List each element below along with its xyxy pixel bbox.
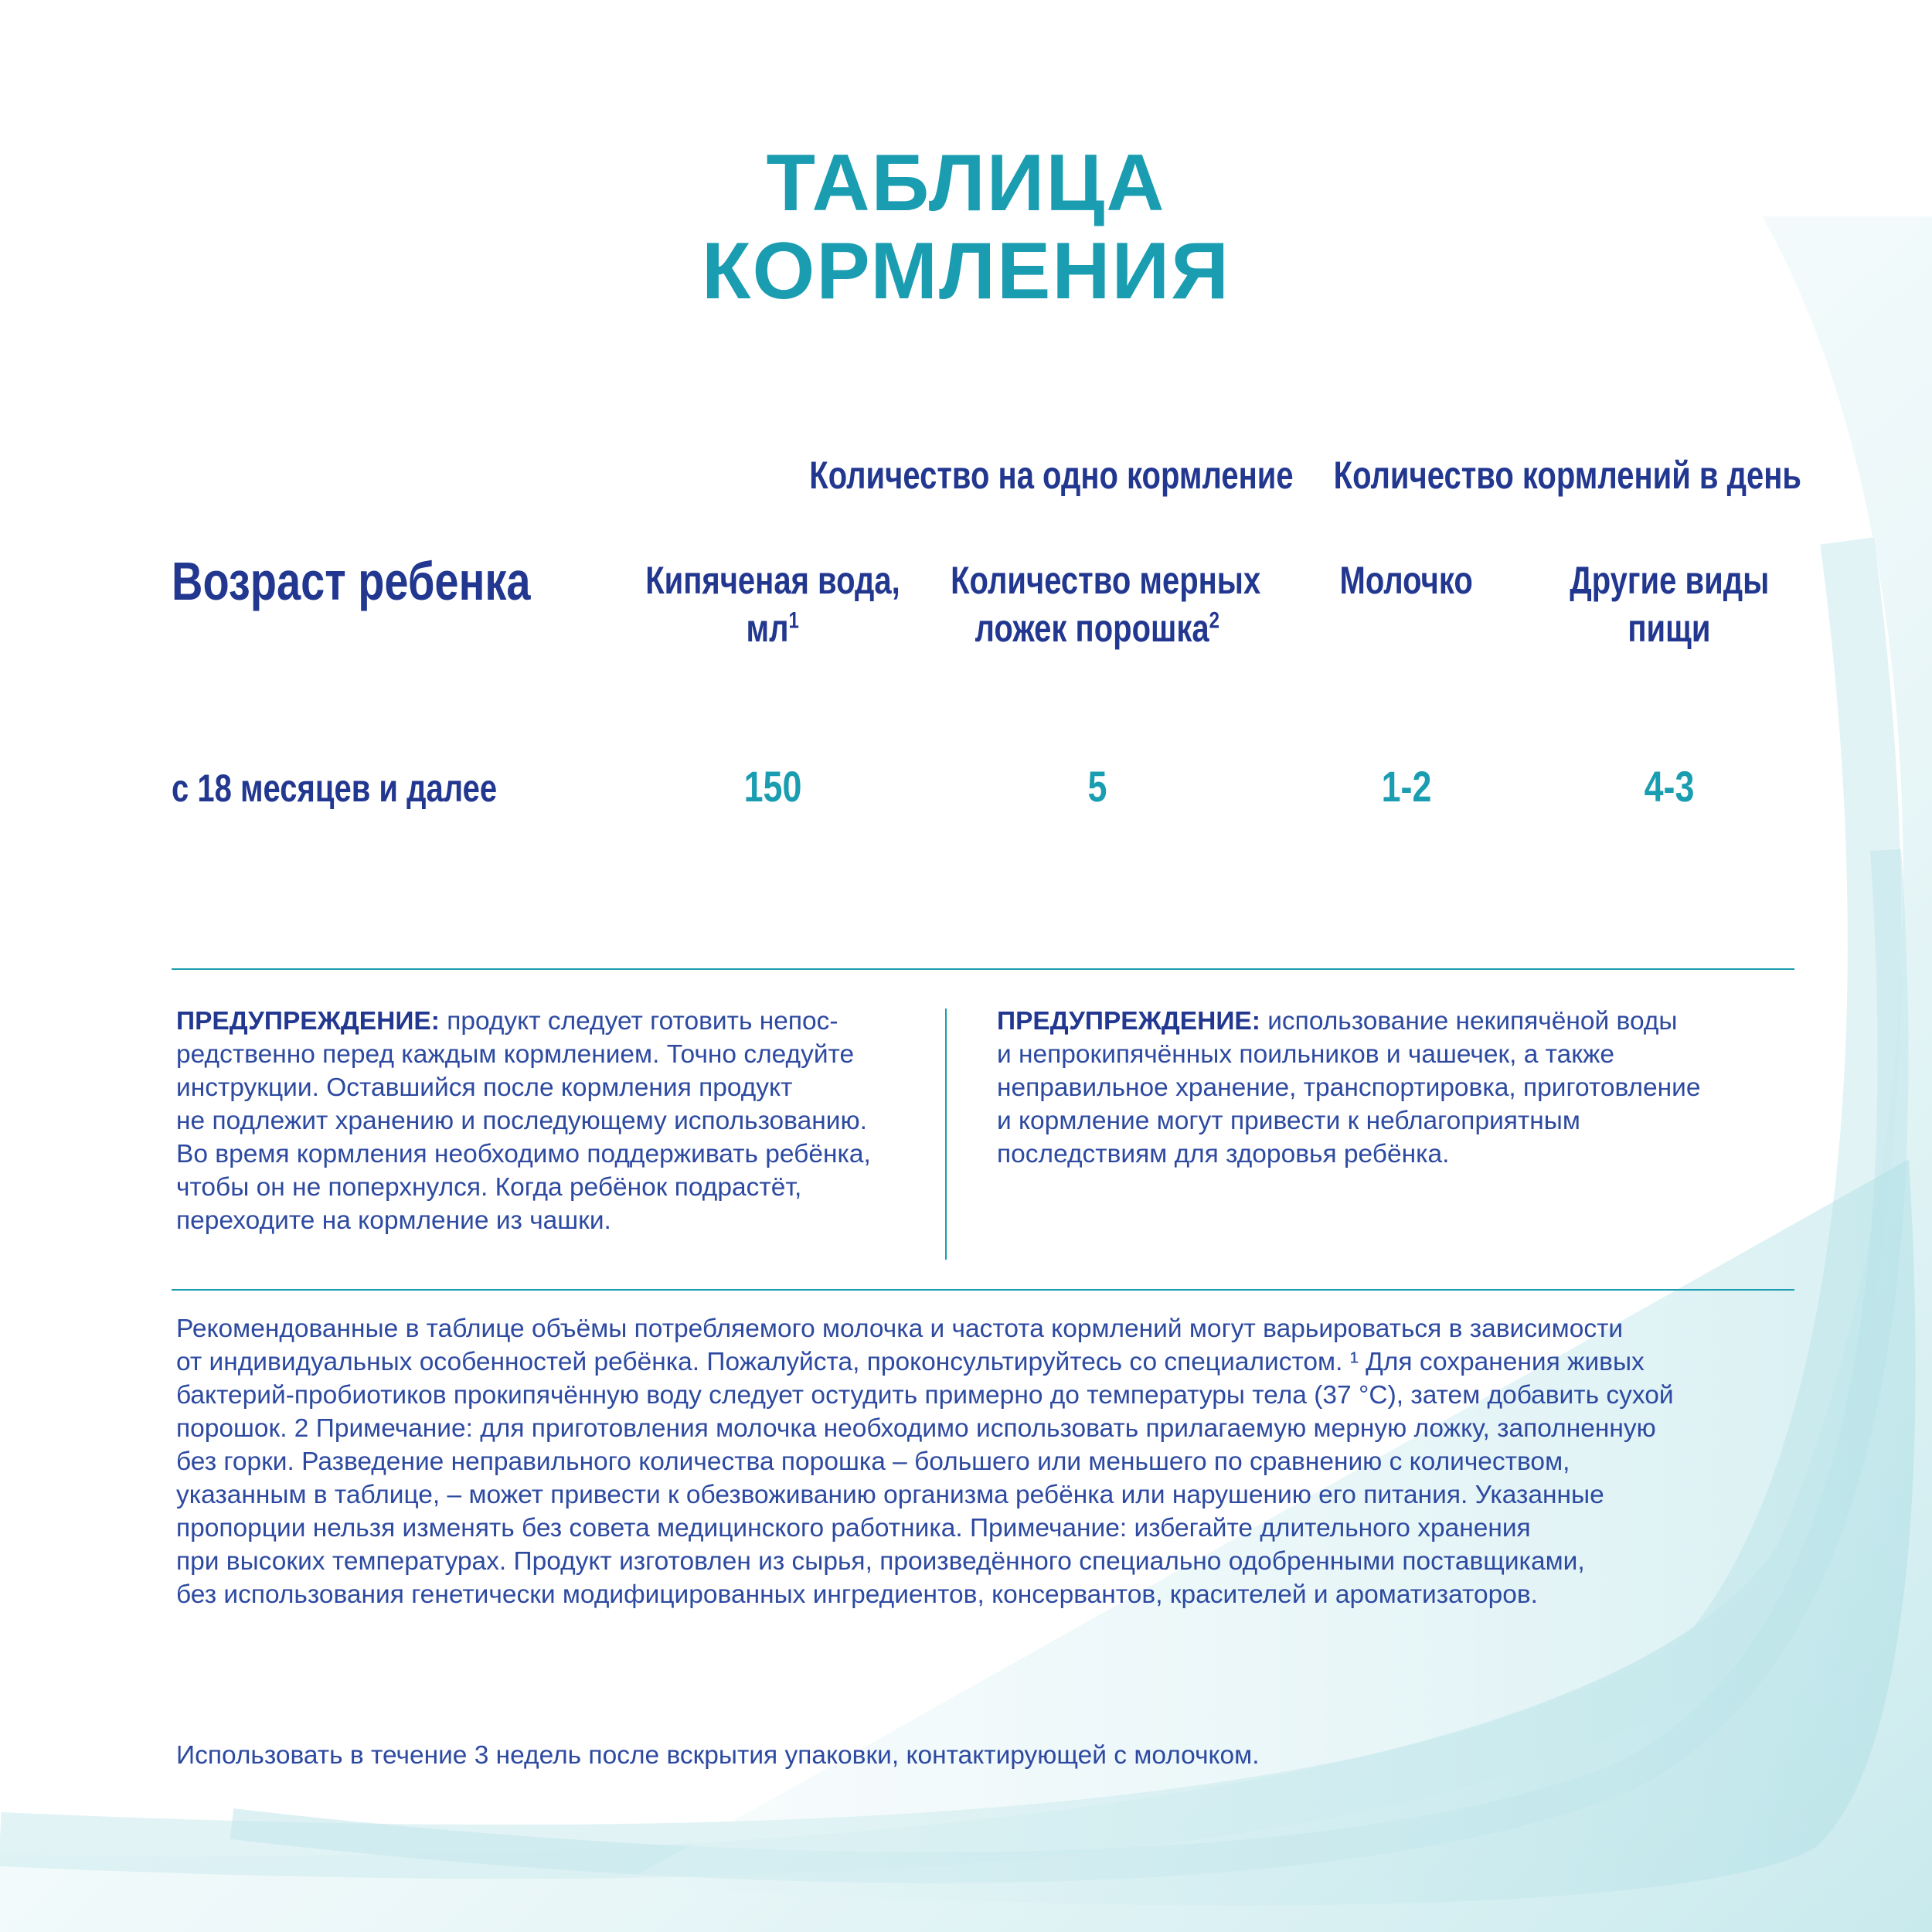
column-header-scoops: Количество мерных ложек порошка$^2$ (951, 559, 1261, 650)
title-line-2: КОРМЛЕНИЯ (702, 226, 1230, 316)
table-cell-milk: 1-2 (1381, 762, 1432, 811)
warning-left-label: ПРЕДУПРЕЖДЕНИЕ: (176, 1007, 440, 1036)
storage-footer-note: Использовать в течение 3 недель после вскрытия упаковки, контактирующей с молочком. (176, 1741, 1260, 1770)
table-cell-other-food: 4-3 (1644, 762, 1695, 811)
group-header-per-feeding: Количество на одно кормление (808, 454, 1294, 497)
column-header-milk: Молочко (1339, 559, 1474, 602)
age-column-header: Возраст ребенка (172, 551, 531, 611)
group-header-per-day: Количество кормлений в день (1333, 454, 1802, 497)
column-header-other-food: Другие виды пищи (1570, 559, 1769, 650)
warning-right-label: ПРЕДУПРЕЖДЕНИЕ: (997, 1007, 1260, 1036)
column-header-water: Кипяченая вода, $мл^1$ (645, 559, 900, 650)
table-cell-water: 150 (743, 762, 802, 811)
table-row-age: с 18 месяцев и далее (172, 767, 498, 810)
divider-vertical (945, 1009, 947, 1260)
table-cell-scoops: 5 (1087, 762, 1107, 811)
title-line-1: ТАБЛИЦА (766, 138, 1166, 228)
divider-top (172, 968, 1794, 970)
page-title (0, 139, 1932, 315)
warning-left: ПРЕДУПРЕЖДЕНИЕ: продукт следует готовить непос- редственно перед каждым кормлением. Точно следуйте инструкции. Оставшийся после кормления продукт не подлежит хранению и последующему использованию. Во время кормления необходимо поддерживать ребёнка, чтобы он не поперхнулся. Когда ребёнок подрастёт, переходите на кормление из чашки. (176, 1007, 871, 1235)
warning-right: ПРЕДУПРЕЖДЕНИЕ: использование некипячёной воды и непрокипячённых поильников и чашечек, а также неправильное хранение, транспортировка, приготовление и кормление могут привести к неблагоприятным последствиям для здоровья ребёнка. (997, 1007, 1701, 1168)
divider-bottom (172, 1289, 1794, 1291)
notes-paragraph: Рекомендованные в таблице объёмы потребляемого молочка и частота кормлений могут варьироваться в зависимости от индивидуальных особенностей ребёнка. Пожалуйста, проконсультируйтесь со специалистом. ¹ Для сохранения живых бактерий-пробиотиков прокипячённую воду следует остудить примерно до температуры тела (37 °C), затем добавить сухой порошок. 2 Примечание: для приготовления молочка необходимо использовать прилагаемую мерную ложку, заполненную без горки. Разведение неправильного количества порошка – большего или меньшего по сравнению с количеством, указанным в таблице, – может привести к обезвоживанию организма ребёнка или нарушению его питания. Указанные пропорции нельзя изменять без совета медицинского работника. Примечание: избегайте длительного хранения при высоких температурах. Продукт изготовлен из сырья, произведённого специально одобренными поставщиками, без использования генетически модифицированных ингредиентов, консервантов, красителей и ароматизаторов. (176, 1315, 1674, 1609)
